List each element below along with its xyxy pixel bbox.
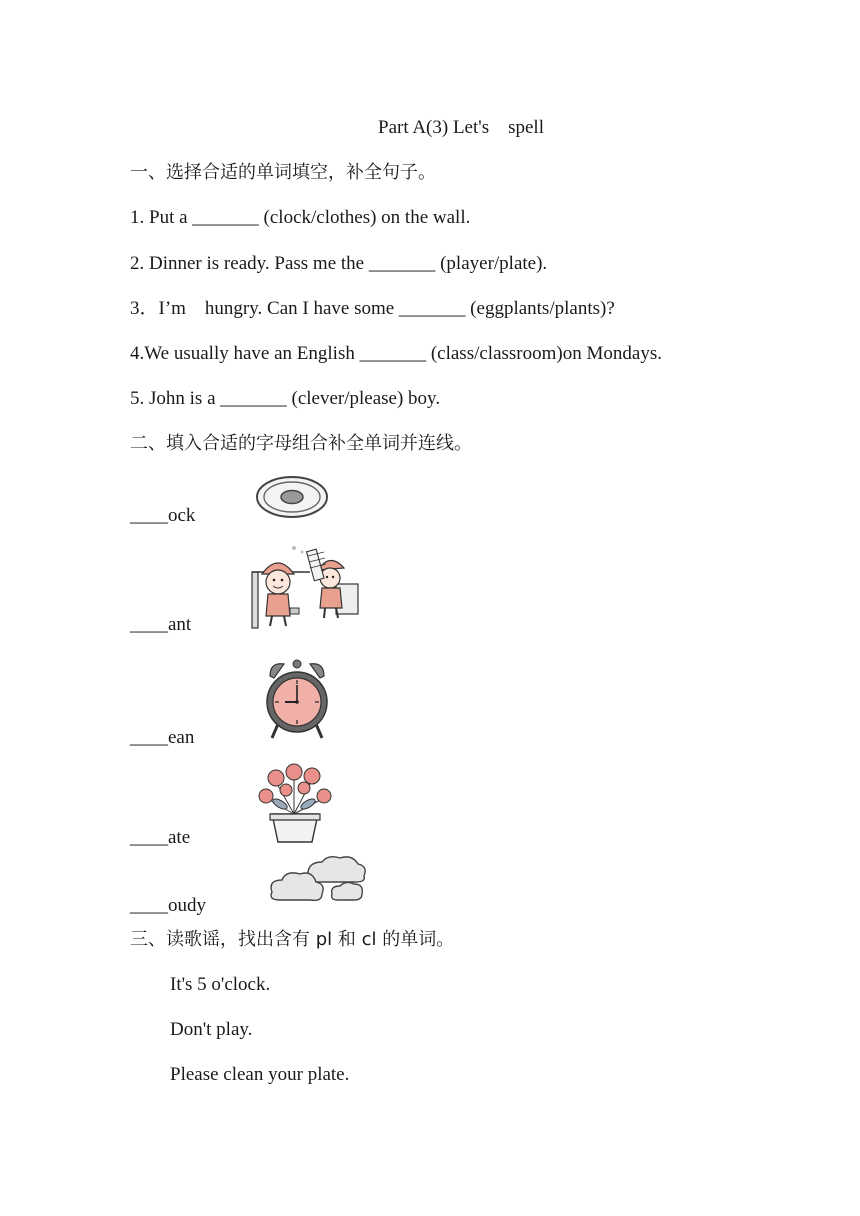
word-blank-ant: ____ant <box>130 614 192 635</box>
sentence-4: 4.We usually have an English _______ (class/classroom)on Mondays. <box>130 343 662 364</box>
word-blank-ean: ____ean <box>130 727 195 748</box>
section1-heading: 一、选择合适的单词填空，补全句子。 <box>130 162 436 183</box>
section2-heading: 二、填入合适的字母组合补全单词并连线。 <box>130 433 472 454</box>
word-blank-ate: ____ate <box>130 827 191 848</box>
sentence-2: 2. Dinner is ready. Pass me the _______ (player/plate). <box>130 253 548 274</box>
alarm-clock-icon <box>264 656 330 742</box>
sentence-1: 1. Put a _______ (clock/clothes) on the wall. <box>130 207 471 228</box>
sentence-3: 3．I’m hungry. Can I have some _______ (eggplants/plants)? <box>130 298 615 319</box>
plate-icon <box>254 474 330 520</box>
page-title: Part A(3) Let's spell <box>378 117 544 138</box>
clouds-icon <box>266 852 370 908</box>
word-blank-ock: ____ock <box>130 505 196 526</box>
rhyme-line-2: Don't play. <box>170 1019 253 1040</box>
section3-heading: 三、读歌谣，找出含有 pl 和 cl 的单词。 <box>130 929 455 950</box>
word-blank-oudy: ____oudy <box>130 895 206 916</box>
rhyme-line-1: It's 5 o'clock. <box>170 974 271 995</box>
potted-plant-icon <box>256 758 334 844</box>
rhyme-line-3: Please clean your plate. <box>170 1064 350 1085</box>
sentence-5: 5. John is a _______ (clever/please) boy. <box>130 388 441 409</box>
children-cleaning-icon <box>250 544 362 630</box>
